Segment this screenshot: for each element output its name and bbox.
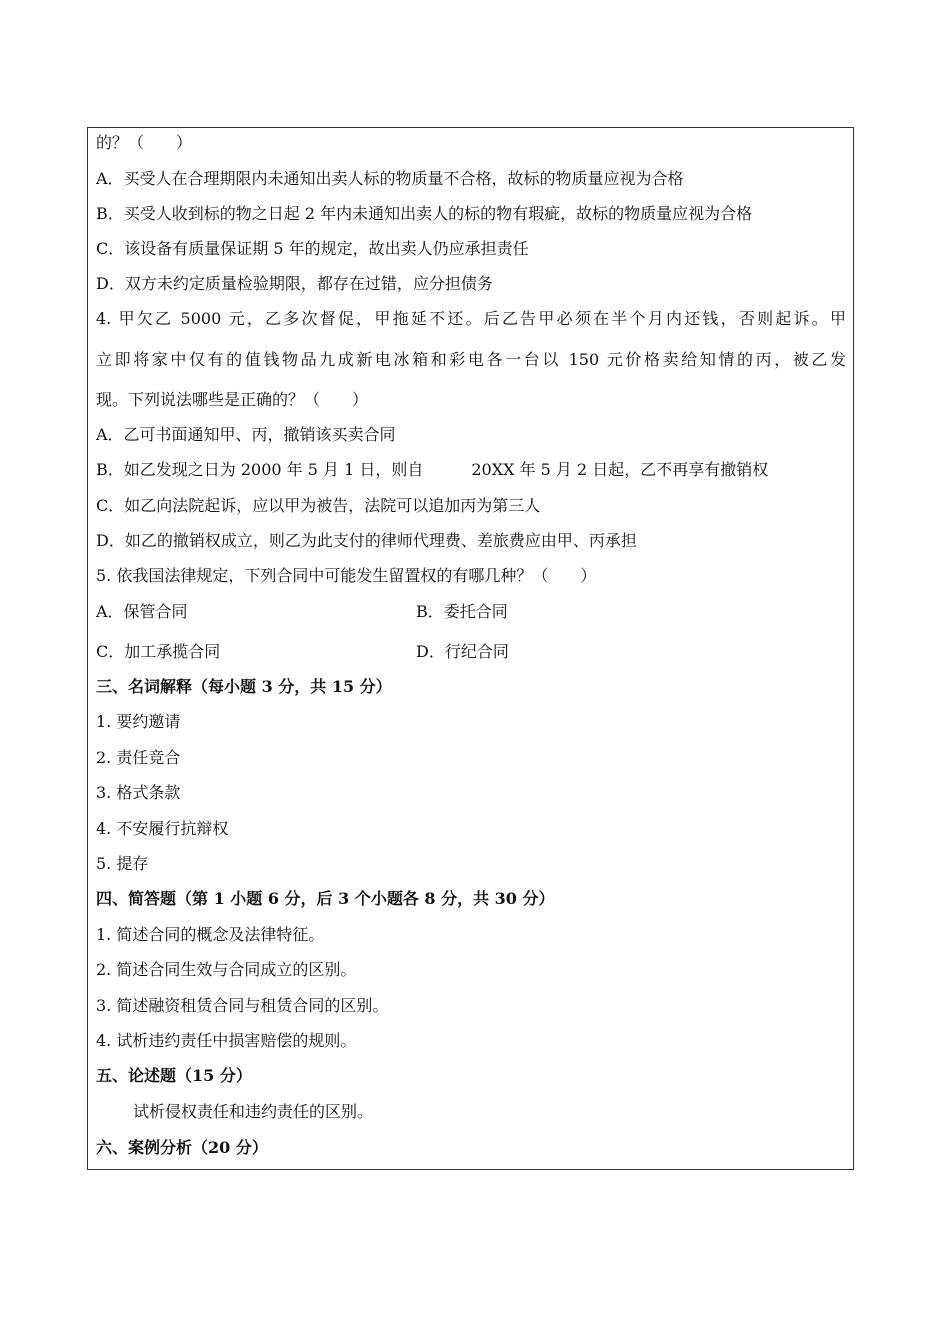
q5-option-c: C．加工承揽合同 xyxy=(96,642,221,661)
section6-heading: 六、案例分析（20 分） xyxy=(96,1138,268,1157)
q5-option-b: B．委托合同 xyxy=(416,602,508,621)
section5-heading: 五、论述题（15 分） xyxy=(96,1066,252,1085)
q3-option-d: D．双方未约定质量检验期限，都存在过错，应分担债务 xyxy=(96,274,493,293)
section3-heading: 三、名词解释（每小题 3 分，共 15 分） xyxy=(96,677,392,696)
section3-item: 1. 要约邀请 xyxy=(96,712,181,731)
q4-stem-line3: 现。下列说法哪些是正确的？（ ） xyxy=(96,390,369,409)
q5-options-row1 xyxy=(96,602,508,622)
q4-stem-line1: 4. 甲欠乙 5000 元，乙多次督促，甲拖延不还。后乙告甲必须在半个月内还钱，否则起诉。甲 xyxy=(96,309,846,328)
section3-item: 4. 不安履行抗辩权 xyxy=(96,819,229,838)
q3-option-b: B．买受人收到标的物之日起 2 年内未通知出卖人的标的物有瑕疵，故标的物质量应视为合格 xyxy=(96,204,753,223)
q5-option-d: D．行纪合同 xyxy=(416,642,509,661)
q5-stem: 5. 依我国法律规定，下列合同中可能发生留置权的有哪几种？（ ） xyxy=(96,566,597,585)
section3-item: 3. 格式条款 xyxy=(96,783,181,802)
q3-stem-tail: 的？（ ） xyxy=(96,133,193,152)
section4-item: 1. 简述合同的概念及法律特征。 xyxy=(96,925,325,944)
q5-option-a: A．保管合同 xyxy=(96,602,188,621)
section3-item: 2. 责任竞合 xyxy=(96,748,181,767)
q4-stem-line2: 立即将家中仅有的值钱物品九成新电冰箱和彩电各一台以 150 元价格卖给知情的丙，被乙发 xyxy=(96,350,846,369)
q4-option-c: C．如乙向法院起诉，应以甲为被告，法院可以追加丙为第三人 xyxy=(96,496,541,515)
q3-option-a: A．买受人在合理期限内未通知出卖人标的物质量不合格，故标的物质量应视为合格 xyxy=(96,169,684,188)
q4-option-a: A．乙可书面通知甲、丙，撤销该买卖合同 xyxy=(96,425,396,444)
section3-item: 5. 提存 xyxy=(96,854,149,873)
section4-heading: 四、简答题（第 1 小题 6 分，后 3 个小题各 8 分，共 30 分） xyxy=(96,889,555,908)
q5-options-row2 xyxy=(96,642,509,662)
q4-option-d: D．如乙的撤销权成立，则乙为此支付的律师代理费、差旅费应由甲、丙承担 xyxy=(96,531,637,550)
section4-item: 3. 简述融资租赁合同与租赁合同的区别。 xyxy=(96,996,389,1015)
q4-option-b: B．如乙发现之日为 2000 年 5 月 1 日，则自 20XX 年 5 月 2 日起，乙不再享有撤销权 xyxy=(96,460,769,479)
section5-question: 试析侵权责任和违约责任的区别。 xyxy=(133,1102,374,1121)
q3-option-c: C．该设备有质量保证期 5 年的规定，故出卖人仍应承担责任 xyxy=(96,239,529,258)
section4-item: 4. 试析违约责任中损害赔偿的规则。 xyxy=(96,1031,357,1050)
section4-item: 2. 简述合同生效与合同成立的区别。 xyxy=(96,960,357,979)
